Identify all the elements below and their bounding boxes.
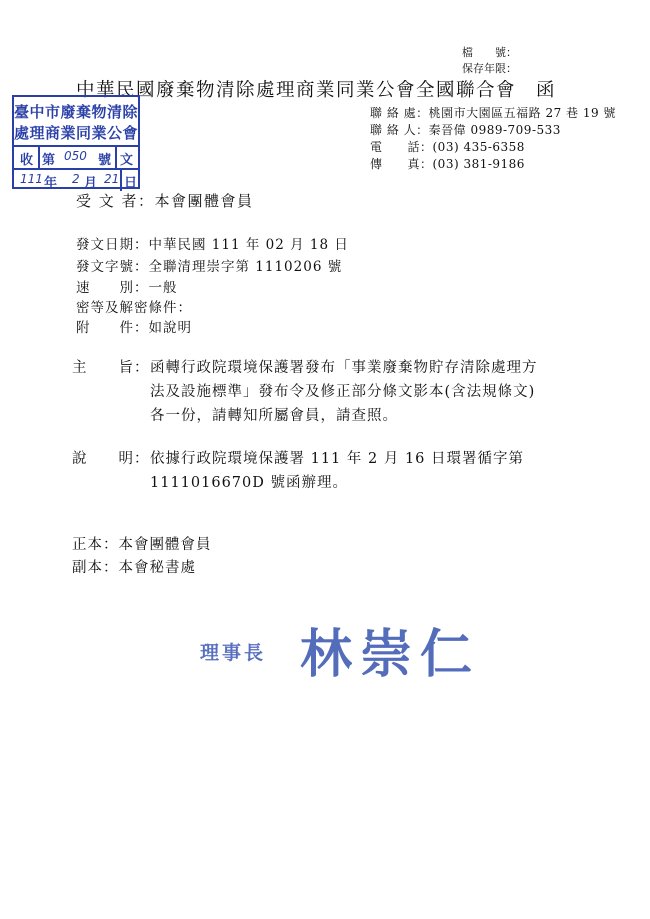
stamp-recv-no: 050 xyxy=(64,149,87,163)
copy-recipient: 副本：本會秘書處 xyxy=(72,560,196,576)
contact-fax: 傳 真：(03) 381-9186 xyxy=(370,157,525,171)
issue-date: 發文日期：中華民國 111 年 02 月 18 日 xyxy=(76,237,349,253)
signature-name: 林崇仁 xyxy=(300,624,481,685)
stamp-date-year-label: 年 xyxy=(44,176,58,191)
stamp-date-row xyxy=(14,170,138,191)
stamp-date-year: 111 xyxy=(20,172,43,186)
stamp-recv-di: 第 xyxy=(42,153,56,168)
subject-label: 主 旨： xyxy=(72,360,150,376)
document-number: 發文字號：全聯清理崇字第 1110206 號 xyxy=(76,259,343,275)
received-stamp xyxy=(12,95,140,189)
retention-period: 保存年限： xyxy=(462,62,517,75)
chairman-signature-seal xyxy=(194,612,494,686)
stamp-org-line2: 處理商業同業公會 xyxy=(14,124,139,142)
contact-address: 聯 絡 處：桃園市大園區五福路 27 巷 19 號 xyxy=(370,106,616,120)
stamp-recv-label: 收 xyxy=(20,153,34,168)
contact-person: 聯 絡 人：秦晉偉 0989-709-533 xyxy=(370,123,561,137)
file-number: 檔 號： xyxy=(462,46,517,59)
stamp-org-line1: 臺中市廢棄物清除 xyxy=(14,103,139,121)
speed-class: 速 別：一般 xyxy=(76,280,178,296)
stamp-date-month: 2 xyxy=(72,172,80,186)
attachment: 附 件：如說明 xyxy=(76,320,192,336)
subject-line-3: 各一份，請轉知所屬會員，請查照。 xyxy=(150,408,398,424)
stamp-date-day-label: 日 xyxy=(124,176,138,191)
stamp-recv-wen: 文 xyxy=(120,153,134,168)
original-recipient: 正本：本會團體會員 xyxy=(72,537,212,553)
stamp-date-month-label: 月 xyxy=(84,176,98,191)
explanation-line-2: 1111016670D 號函辦理。 xyxy=(150,475,348,491)
stamp-receipt-row xyxy=(14,147,138,170)
recipient: 受 文 者：本會團體會員 xyxy=(76,192,254,210)
document-title: 中華民國廢棄物清除處理商業同業公會全國聯合會 函 xyxy=(76,80,557,101)
subject-line-1: 函轉行政院環境保護署發布「事業廢棄物貯存清除處理方 xyxy=(150,360,538,376)
signature-title: 理事長 xyxy=(200,642,267,664)
explanation-label: 說 明： xyxy=(72,451,150,467)
stamp-fields xyxy=(14,145,138,191)
subject-line-2: 法及設施標準」發布令及修正部分條文影本(含法規條文) xyxy=(150,384,536,400)
secrecy-condition: 密等及解密條件： xyxy=(76,300,192,316)
explanation-line-1: 依據行政院環境保護署 111 年 2 月 16 日環署循字第 xyxy=(150,451,525,467)
stamp-recv-hao: 號 xyxy=(98,153,112,168)
contact-phone: 電 話：(03) 435-6358 xyxy=(370,140,525,154)
stamp-date-day: 21 xyxy=(104,172,120,186)
